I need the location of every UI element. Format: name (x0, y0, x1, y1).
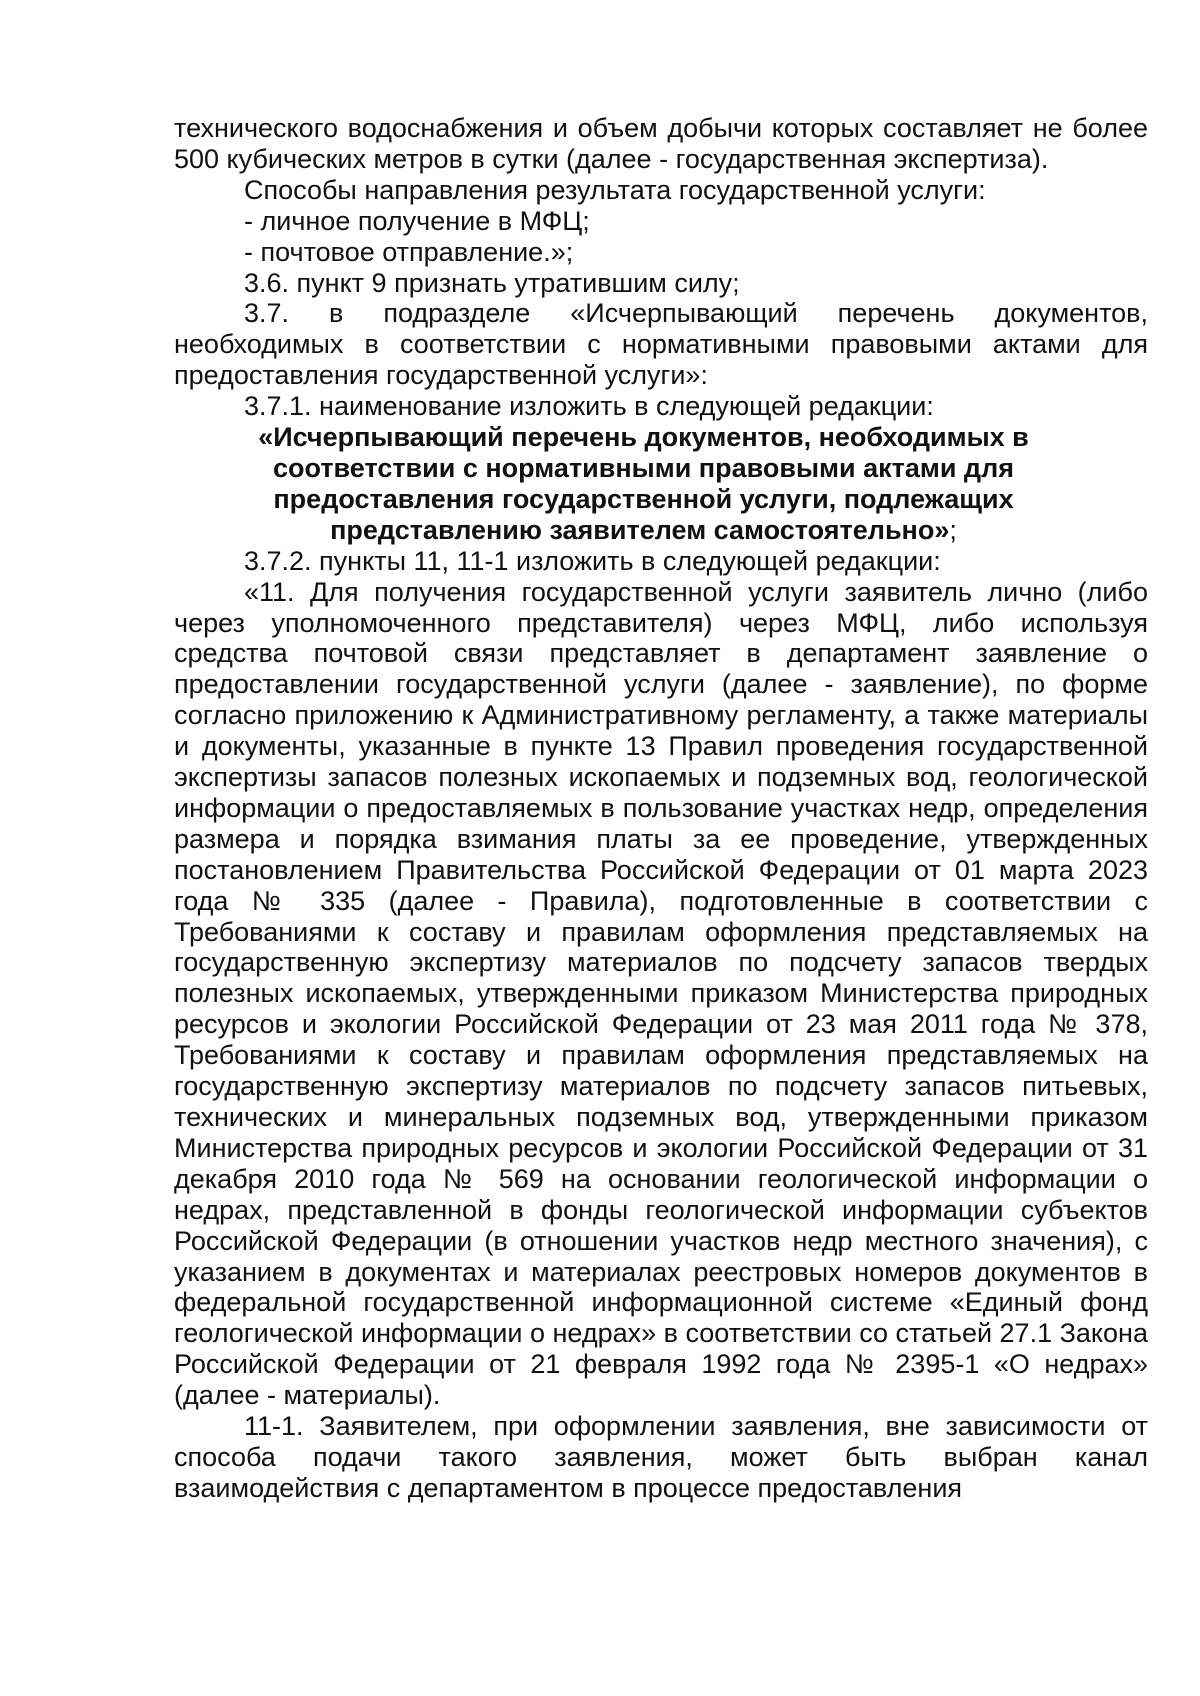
item-3-7: 3.7. в подразделе «Исчерпывающий перечень документов, необходимых в соответствии с нормативными правовыми актами для предоставления государственной услуги»: (174, 298, 1148, 391)
method-item-personal: - личное получение в МФЦ; (244, 205, 590, 236)
intro-paragraph: технического водоснабжения и объем добычи которых составляет не более 500 кубических метров в сутки (далее - государственная экспертиза). (174, 113, 1148, 174)
paragraph-11: «11. Для получения государственной услуги заявитель лично (либо через уполномоченного представителя) через МФЦ, либо используя средства почтовой связи представляет в департамент заявление о предоставлении государственной услуги (далее - заявление), по форме согласно приложению к Административному регламенту, а также материалы и документы, указанные в пункте 13 Правил проведения государственной экспертизы запасов полезных ископаемых и подземных вод, геологической информации о предоставляемых в пользование участках недр, определения размера и порядка взимания платы за ее проведение, утвержденных постановлением Правительства Российской Федерации от 01 марта 2023 года № 335 (далее - Правила), подготовленные в соответствии с Требованиями к составу и правилам оформления представляемых на государственную экспертизу материалов по подсчету запасов твердых полезных ископаемых, утвержденными приказом Министерства природных ресурсов и экологии Российской Федерации от 23 мая 2011 года № 378, Требованиями к составу и правилам оформления представляемых на государственную экспертизу материалов по подсчету запасов питьевых, технических и минеральных подземных вод, утвержденными приказом Министерства природных ресурсов и экологии Российской Федерации от 31 декабря 2010 года № 569 на основании геологической информации о недрах, представленной в фонды геологической информации субъектов Российской Федерации (в отношении участков недр местного значения), с указанием в документах и материалах реестровых номеров документов в федеральной государственной информационной системе «Единый фонд геологической информации о недрах» в соответствии со статьей 27.1 Закона Российской Федерации от 21 февраля 1992 года № 2395-1 «О недрах» (далее - материалы). (174, 576, 1148, 1411)
item-3-6: 3.6. пункт 9 признать утратившим силу; (244, 267, 740, 298)
section-heading (174, 422, 1148, 546)
method-item-postal: - почтовое отправление.»; (244, 236, 574, 267)
methods-title: Способы направления результата государственной услуги: (244, 174, 986, 205)
section-heading-bold: «Исчерпывающий перечень документов, необходимых в соответствии с нормативными правовыми актами для предоставления государственной услуги, подлежащих представлению заявителем самостоятельно» (258, 422, 1029, 545)
section-heading-tail: ; (949, 514, 957, 545)
item-3-7-1: 3.7.1. наименование изложить в следующей редакции: (244, 391, 934, 422)
paragraph-11-1: 11-1. Заявителем, при оформлении заявления, вне зависимости от способа подачи такого заявления, может быть выбран канал взаимодействия с департаментом в процессе предоставления (174, 1411, 1148, 1503)
item-3-7-2: 3.7.2. пункты 11, 11-1 изложить в следующей редакции: (244, 545, 941, 576)
